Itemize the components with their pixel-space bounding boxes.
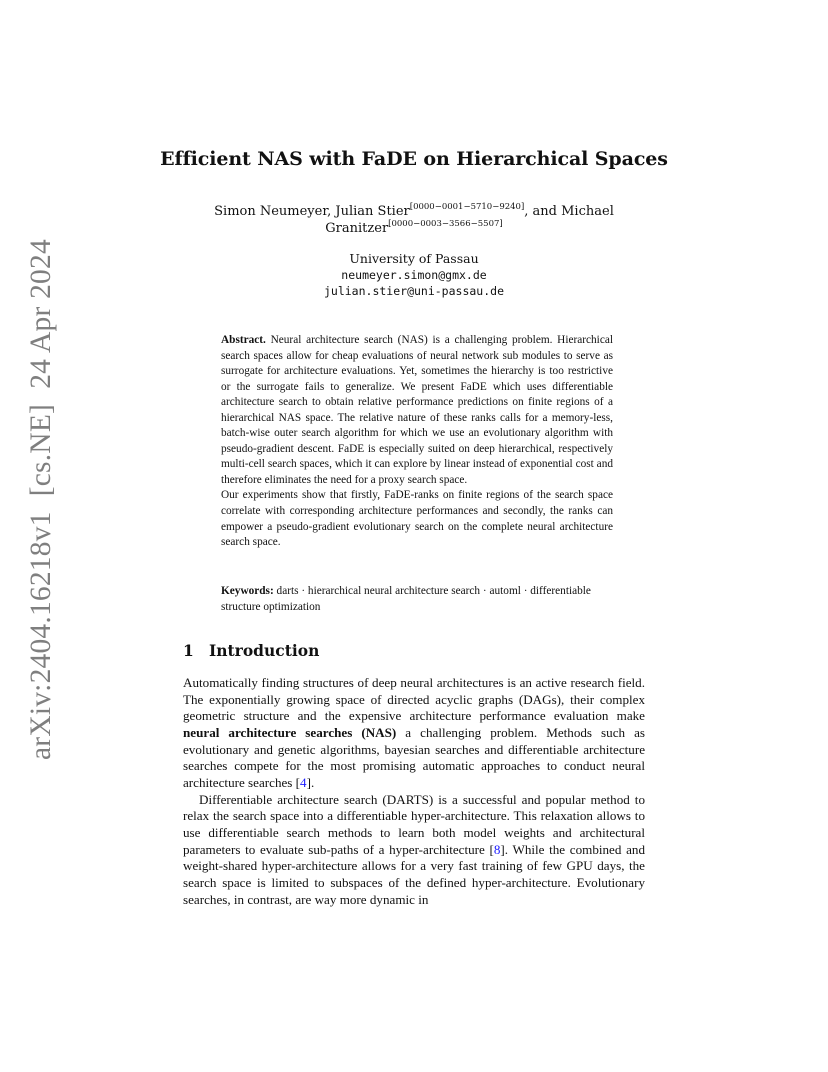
- introduction-body: [183, 675, 645, 908]
- intro-paragraph-2: [183, 792, 645, 909]
- keywords-text: darts · hierarchical neural architecture search · automl · differentiable structure optimization: [221, 585, 591, 613]
- intro-p1-bold: neural architecture searches (NAS): [183, 724, 397, 740]
- abstract-paragraph-1: [221, 333, 613, 488]
- orcid-granitzer[interactable]: [0000−0003−3566−5507]: [388, 219, 503, 229]
- section-heading-introduction: [183, 641, 319, 660]
- intro-p2-text-a: Differentiable architecture search (DARTS) is a successful and popular method to relax the search space into a differentiable hyper-architecture. This relaxation allows to use differentiable search methods to learn both model weights and architectural parameters to evaluate sub-paths of a hyper-architecture [: [183, 791, 645, 857]
- intro-p1-text-b: a challenging problem. Methods such as evolutionary and genetic algorithms, bayesian searches and differentiable architecture searches compete for the most promising automatic approaches to conduct neural architecture searches [: [183, 724, 645, 790]
- section-number: 1: [183, 641, 194, 660]
- section-title: Introduction: [209, 641, 320, 660]
- author-names-1: Simon Neumeyer, Julian Stier: [214, 204, 410, 219]
- citation-link-4[interactable]: 4: [300, 774, 307, 790]
- abstract-paragraph-2: Our experiments show that firstly, FaDE-ranks on finite regions of the search space correlate with corresponding architecture performances and secondly, the ranks can empower a pseudo-gradient evolutionary search on the complete neural architecture search space.: [221, 489, 613, 549]
- arxiv-identifier-stamp[interactable]: arXiv:2404.16218v1 [cs.NE] 24 Apr 2024: [25, 239, 57, 760]
- abstract-label: Abstract.: [221, 334, 266, 346]
- intro-p2-text-b: ]. While the combined and weight-shared hyper-architecture allows for a very fast training of few GPU days, the search space is limited to subspaces of the defined hyper-architecture. Evolutionary searches, in contrast, are way more dynamic in: [183, 841, 645, 907]
- abstract-text-1: Neural architecture search (NAS) is a challenging problem. Hierarchical search spaces allow for cheap evaluations of neural network sub modules to serve as surrogate for architecture evaluations. Yet, sometimes the hierarchy is too restrictive or the surrogate fails to generalize. We present FaDE which uses differentiable architecture search to obtain relative performance predictions on finite regions of a hierarchical NAS space. The relative nature of these ranks calls for a memory-less, batch-wise outer search algorithm for which we use an evolutionary algorithm with pseudo-gradient descent. FaDE is especially suited on deep hierarchical, respectively multi-cell search spaces, which it can explore by linear instead of exponential cost and therefore eliminates the need for a proxy search space.: [221, 334, 613, 486]
- affiliation-block: [264, 251, 564, 299]
- orcid-stier[interactable]: [0000−0001−5710−9240]: [409, 202, 525, 212]
- author-names-2: , and Michael Granitzer: [325, 204, 614, 236]
- institution: University of Passau: [349, 251, 479, 266]
- keywords: [221, 584, 613, 615]
- intro-p1-text-a: Automatically finding structures of deep neural architectures is an active research field. The exponentially growing space of directed acyclic graphs (DAGs), their complex geometric structure and the expensive architecture performance evaluation make: [183, 675, 645, 724]
- intro-p1-text-c: ].: [306, 774, 315, 790]
- email-stier[interactable]: julian.stier@uni-passau.de: [323, 284, 504, 298]
- paper-title: Efficient NAS with FaDE on Hierarchical Spaces: [160, 148, 668, 170]
- author-list: [184, 203, 644, 237]
- email-neumeyer[interactable]: neumeyer.simon@gmx.de: [341, 268, 487, 282]
- citation-link-8[interactable]: 8: [493, 841, 501, 857]
- keywords-label: Keywords:: [221, 585, 274, 597]
- intro-paragraph-1: [183, 675, 645, 792]
- abstract: [221, 333, 613, 551]
